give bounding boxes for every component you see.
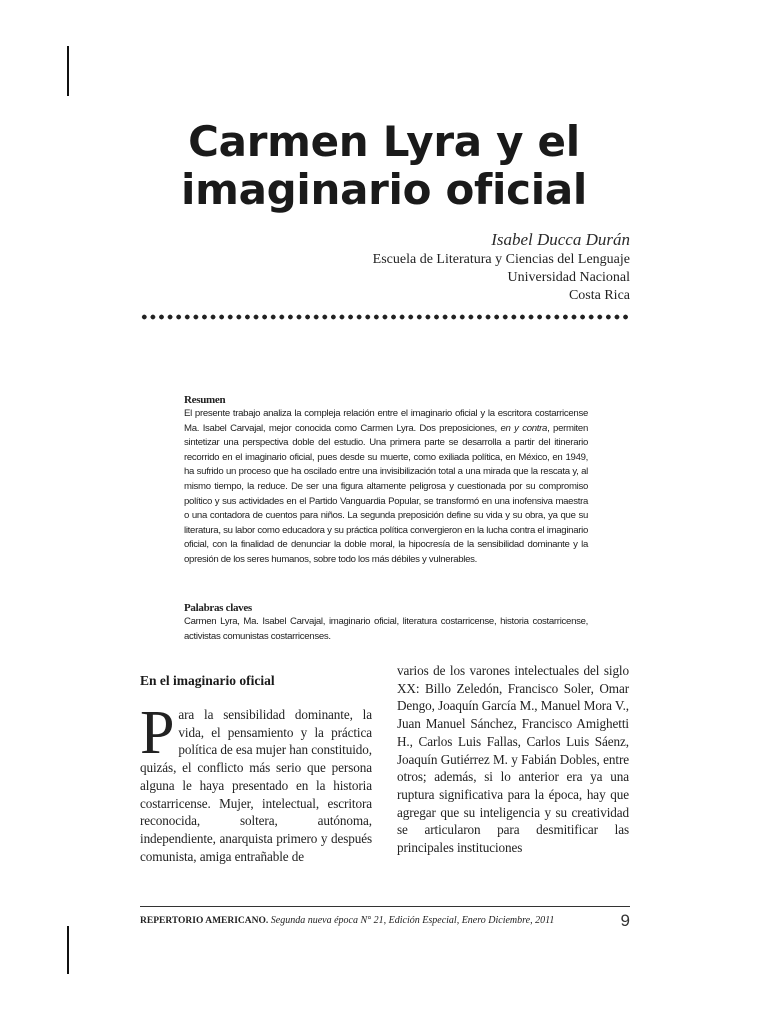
keywords-text: Carmen Lyra, Ma. Isabel Carvajal, imaginario oficial, literatura costarricense, historia costarricense, activistas comunistas costarricenses.	[184, 616, 588, 642]
issue-info: Segunda nueva época N° 21, Edición Especial, Enero Diciembre, 2011	[268, 915, 555, 926]
affiliation-line-1: Escuela de Literatura y Ciencias del Lenguaje	[372, 252, 630, 267]
keywords-heading: Palabras claves	[184, 602, 252, 614]
author-block	[373, 229, 630, 305]
dotted-separator	[140, 312, 630, 322]
footer-rule	[140, 906, 630, 907]
crop-mark-bottom	[67, 926, 69, 974]
section-heading: En el imaginario oficial	[140, 673, 275, 688]
abstract	[184, 393, 588, 568]
title-line-1: Carmen Lyra y el	[188, 117, 580, 166]
affiliation-line-3: Costa Rica	[568, 288, 630, 303]
page-number: 9	[620, 911, 630, 930]
body-column-right: varios de los varones intelectuales del siglo XX: Billo Zeledón, Francisco Soler, Omar Dengo, Joaquín García M., Manuel Mora V., Juan Manuel Sánchez, Francisco Amighetti H., Carlos Luis Fallas, Carlos Luis Sáenz, Joaquín Gutiérrez M. y Fabián Dobles, entre otros; además, si lo anterior era ya una ruptura significativa para la época, hay que agregar que su inteligencia y su creatividad se articularon para desmitificar las principales instituciones	[397, 663, 629, 856]
author-name: Isabel Ducca Durán	[491, 230, 630, 249]
article-title	[140, 118, 628, 214]
abstract-heading: Resumen	[184, 394, 226, 406]
affiliation-line-2: Universidad Nacional	[507, 270, 630, 285]
keywords	[184, 601, 588, 644]
abstract-emphasis: en y contra	[500, 422, 548, 434]
body-column-left	[140, 699, 372, 865]
abstract-text-b: , permiten sintetizar una perspectiva doble del estudio. Una primera parte se desarrolla a partir del itinerario recorrido en el imaginario oficial, pues desde su muerte, como exiliada política, en México, en 1949, ha sufrido un proceso que ha oscilado entre una invisibilización total a una mirada que la rescata y, al mismo tiempo, la reduce. De ser una figura altamente peligrosa y cuestionada por su compromiso político y sus actividades en el Partido Vanguardia Popular, se transformó en una inofensiva maestra o una contadora de cuentos para niños. La segunda preposición define su vida y su obra, ya que su literatura, su labor como educadora y su práctica política convergieron en la lucha contra el imaginario oficial, con la finalidad de denunciar la doble moral, la hipocresía de la sensibilidad dominante y la opresión de los seres humanos, sobre todo los más débiles y vulnerables.	[184, 422, 588, 565]
drop-cap: P	[140, 699, 175, 767]
abstract-text	[184, 407, 588, 568]
journal-name: REPERTORIO AMERICANO.	[140, 916, 269, 926]
abstract-text-a: El presente trabajo analiza la compleja relación entre el imaginario oficial y la escritora costarricense Ma. Isabel Carvajal, mejor conocida como Carmen Lyra. Dos preposiciones,	[184, 408, 588, 434]
title-line-2: imaginario oficial	[181, 165, 587, 214]
running-footer	[140, 915, 554, 926]
crop-mark-top	[67, 46, 69, 96]
body-left-text: ara la sensibilidad dominante, la vida, el pensamiento y la práctica política de esa mujer han constituido, quizás, el conflicto más serio que persona alguna le haya presentado en la historia costarricense. Mujer, intelectual, escritora reconocida, soltera, autónoma, independiente, anarquista primero y después comunista, amiga entrañable de	[140, 707, 372, 864]
